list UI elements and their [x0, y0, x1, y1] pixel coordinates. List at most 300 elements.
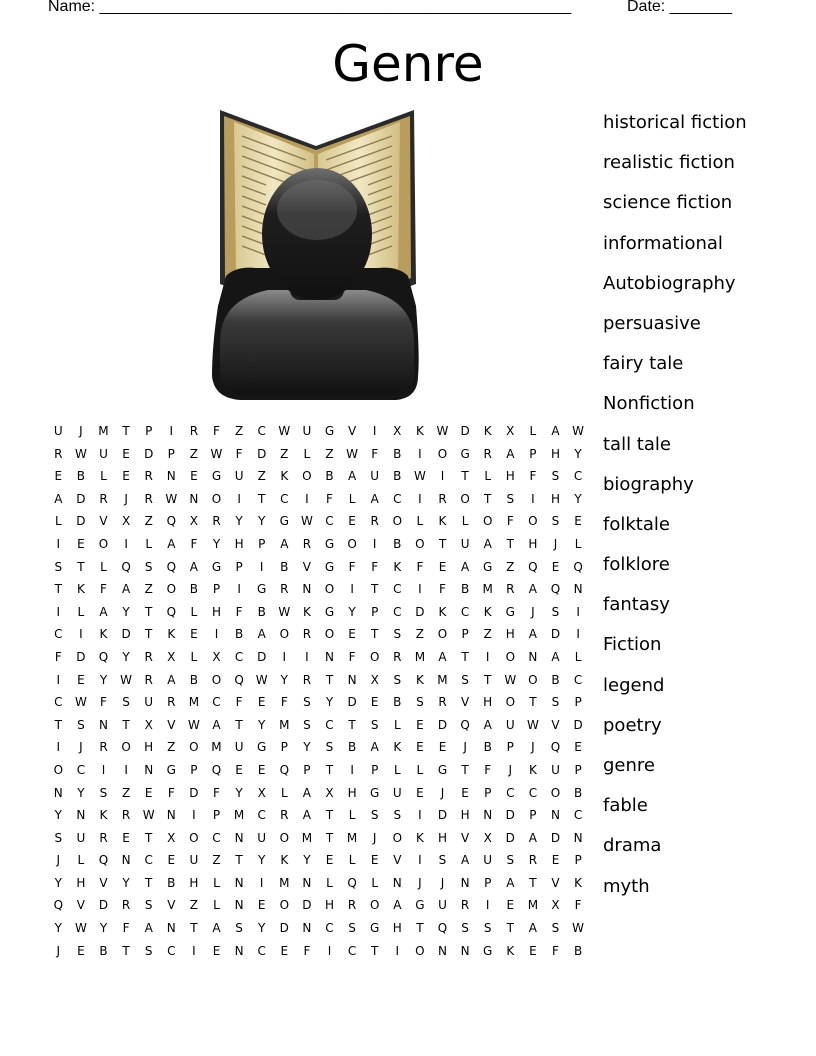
grid-letter[interactable]: Q: [347, 875, 357, 890]
grid-letter[interactable]: N: [573, 582, 583, 597]
grid-letter[interactable]: E: [461, 785, 469, 800]
grid-letter[interactable]: Z: [189, 898, 198, 913]
grid-letter[interactable]: Q: [528, 559, 538, 574]
grid-letter[interactable]: F: [280, 695, 288, 710]
grid-letter[interactable]: D: [505, 830, 515, 845]
grid-letter[interactable]: B: [325, 469, 334, 484]
grid-letter[interactable]: R: [189, 424, 199, 438]
grid-letter[interactable]: N: [528, 649, 538, 664]
grid-letter[interactable]: C: [325, 514, 334, 529]
grid-letter[interactable]: G: [370, 785, 380, 800]
grid-letter[interactable]: R: [280, 808, 289, 823]
grid-letter[interactable]: X: [325, 785, 334, 800]
grid-letter[interactable]: I: [418, 446, 422, 461]
grid-letter[interactable]: N: [460, 875, 470, 890]
grid-letter[interactable]: F: [213, 785, 220, 800]
grid-letter[interactable]: D: [437, 717, 448, 732]
grid-letter[interactable]: O: [392, 514, 403, 529]
grid-letter[interactable]: E: [506, 898, 515, 913]
grid-letter[interactable]: H: [483, 695, 493, 710]
grid-letter[interactable]: Q: [437, 921, 448, 936]
grid-letter[interactable]: N: [573, 830, 583, 845]
grid-letter[interactable]: L: [190, 649, 198, 664]
grid-letter[interactable]: H: [144, 740, 154, 755]
grid-letter[interactable]: D: [302, 898, 312, 913]
grid-letter[interactable]: E: [235, 762, 243, 777]
grid-letter[interactable]: A: [551, 424, 560, 438]
grid-letter[interactable]: W: [278, 424, 291, 438]
grid-letter[interactable]: E: [370, 695, 379, 710]
grid-letter[interactable]: H: [460, 808, 470, 823]
grid-letter[interactable]: S: [54, 830, 63, 845]
grid-letter[interactable]: L: [348, 808, 356, 823]
grid-letter[interactable]: U: [438, 898, 447, 913]
grid-letter[interactable]: K: [99, 808, 108, 823]
grid-letter[interactable]: I: [440, 469, 445, 484]
grid-letter[interactable]: F: [484, 762, 492, 777]
grid-letter[interactable]: S: [303, 695, 311, 710]
grid-letter[interactable]: S: [370, 808, 379, 823]
grid-letter[interactable]: T: [190, 921, 198, 936]
grid-letter[interactable]: A: [528, 627, 537, 642]
grid-letter[interactable]: O: [505, 695, 516, 710]
grid-letter[interactable]: X: [167, 830, 176, 845]
grid-letter[interactable]: A: [212, 921, 221, 936]
grid-letter[interactable]: P: [280, 740, 288, 755]
grid-letter[interactable]: T: [506, 921, 514, 936]
grid-letter[interactable]: N: [302, 582, 312, 597]
grid-letter[interactable]: Y: [258, 853, 266, 868]
grid-letter[interactable]: K: [415, 830, 424, 845]
grid-letter[interactable]: K: [302, 604, 311, 619]
grid-letter[interactable]: I: [124, 762, 128, 777]
grid-letter[interactable]: W: [74, 695, 87, 710]
grid-letter[interactable]: C: [54, 627, 63, 642]
grid-letter[interactable]: T: [348, 717, 356, 732]
grid-letter[interactable]: M: [279, 875, 290, 890]
grid-letter[interactable]: G: [483, 559, 493, 574]
grid-letter[interactable]: Z: [325, 446, 334, 461]
grid-letter[interactable]: J: [79, 740, 83, 755]
grid-letter[interactable]: R: [438, 491, 447, 506]
grid-letter[interactable]: G: [324, 559, 335, 574]
grid-letter[interactable]: B: [76, 469, 85, 484]
grid-letter[interactable]: D: [573, 717, 583, 732]
grid-letter[interactable]: H: [392, 921, 402, 936]
grid-letter[interactable]: I: [237, 491, 241, 506]
grid-letter[interactable]: K: [280, 469, 289, 484]
grid-letter[interactable]: O: [121, 740, 131, 755]
grid-letter[interactable]: U: [99, 446, 108, 461]
grid-letter[interactable]: F: [303, 943, 311, 958]
grid-letter[interactable]: R: [144, 649, 153, 664]
grid-letter[interactable]: N: [121, 853, 131, 868]
grid-letter[interactable]: Z: [167, 740, 176, 755]
grid-letter[interactable]: P: [212, 582, 221, 597]
grid-letter[interactable]: I: [282, 649, 287, 664]
grid-letter[interactable]: L: [213, 898, 220, 913]
grid-letter[interactable]: F: [574, 898, 582, 913]
grid-letter[interactable]: O: [166, 582, 177, 597]
grid-letter[interactable]: F: [235, 446, 243, 461]
grid-letter[interactable]: P: [303, 762, 311, 777]
grid-letter[interactable]: E: [122, 446, 130, 461]
grid-letter[interactable]: D: [144, 446, 154, 461]
grid-letter[interactable]: G: [324, 536, 335, 551]
grid-letter[interactable]: N: [460, 943, 470, 958]
grid-letter[interactable]: Y: [280, 672, 288, 687]
grid-letter[interactable]: P: [484, 875, 492, 890]
grid-letter[interactable]: G: [460, 446, 470, 461]
grid-letter[interactable]: O: [505, 649, 516, 664]
grid-letter[interactable]: E: [348, 627, 356, 642]
grid-letter[interactable]: I: [56, 740, 61, 755]
grid-letter[interactable]: O: [302, 469, 312, 484]
grid-letter[interactable]: R: [99, 740, 108, 755]
grid-letter[interactable]: L: [326, 875, 333, 890]
grid-letter[interactable]: T: [145, 627, 153, 642]
grid-letter[interactable]: T: [235, 853, 243, 868]
grid-letter[interactable]: E: [438, 559, 447, 574]
name-line[interactable]: Name: _____________________________________________________: [48, 0, 572, 15]
grid-letter[interactable]: J: [440, 875, 445, 890]
grid-letter[interactable]: R: [144, 469, 153, 484]
grid-letter[interactable]: W: [120, 672, 133, 687]
grid-letter[interactable]: A: [257, 627, 266, 642]
grid-letter[interactable]: Y: [212, 536, 221, 551]
grid-letter[interactable]: S: [144, 898, 153, 913]
grid-letter[interactable]: K: [76, 582, 85, 597]
grid-letter[interactable]: R: [280, 582, 289, 597]
grid-letter[interactable]: S: [461, 921, 469, 936]
grid-letter[interactable]: L: [574, 536, 582, 551]
grid-letter[interactable]: C: [528, 785, 538, 800]
grid-letter[interactable]: E: [77, 943, 85, 958]
grid-letter[interactable]: D: [550, 830, 561, 845]
grid-letter[interactable]: D: [189, 785, 199, 800]
grid-letter[interactable]: C: [573, 808, 583, 823]
grid-letter[interactable]: M: [211, 740, 222, 755]
grid-letter[interactable]: N: [302, 921, 312, 936]
grid-letter[interactable]: S: [54, 559, 63, 574]
grid-letter[interactable]: X: [393, 424, 402, 438]
grid-letter[interactable]: K: [393, 740, 402, 755]
grid-letter[interactable]: U: [189, 853, 199, 868]
grid-letter[interactable]: Q: [166, 604, 177, 619]
grid-letter[interactable]: O: [550, 785, 561, 800]
grid-letter[interactable]: E: [574, 740, 582, 755]
grid-letter[interactable]: Y: [54, 875, 62, 890]
grid-letter[interactable]: V: [167, 898, 176, 913]
grid-letter[interactable]: B: [483, 740, 492, 755]
grid-letter[interactable]: F: [100, 695, 107, 710]
grid-letter[interactable]: J: [440, 785, 445, 800]
grid-letter[interactable]: I: [485, 649, 490, 664]
grid-letter[interactable]: A: [528, 830, 537, 845]
grid-letter[interactable]: S: [506, 853, 515, 868]
grid-letter[interactable]: F: [235, 695, 243, 710]
grid-letter[interactable]: O: [189, 740, 199, 755]
grid-letter[interactable]: R: [144, 672, 153, 687]
grid-letter[interactable]: G: [437, 762, 448, 777]
grid-letter[interactable]: J: [531, 740, 535, 755]
grid-letter[interactable]: I: [192, 808, 196, 823]
grid-letter[interactable]: R: [460, 898, 470, 913]
grid-letter[interactable]: C: [325, 921, 334, 936]
grid-letter[interactable]: M: [279, 717, 290, 732]
grid-letter[interactable]: V: [551, 875, 560, 890]
grid-letter[interactable]: R: [438, 695, 447, 710]
grid-letter[interactable]: W: [526, 717, 539, 732]
grid-letter[interactable]: Y: [574, 446, 582, 461]
grid-letter[interactable]: U: [53, 424, 63, 438]
grid-letter[interactable]: E: [416, 785, 424, 800]
grid-letter[interactable]: C: [257, 424, 266, 438]
grid-letter[interactable]: A: [302, 808, 311, 823]
grid-letter[interactable]: B: [280, 559, 289, 574]
grid-letter[interactable]: Y: [122, 649, 130, 664]
grid-letter[interactable]: W: [504, 672, 517, 687]
grid-letter[interactable]: M: [414, 649, 426, 664]
grid-letter[interactable]: Q: [166, 514, 177, 529]
grid-letter[interactable]: N: [347, 672, 357, 687]
grid-letter[interactable]: E: [167, 853, 176, 868]
grid-letter[interactable]: P: [167, 446, 175, 461]
grid-letter[interactable]: C: [325, 717, 334, 732]
grid-letter[interactable]: T: [54, 717, 62, 732]
grid-letter[interactable]: C: [54, 695, 63, 710]
grid-letter[interactable]: H: [234, 536, 244, 551]
grid-letter[interactable]: C: [506, 785, 515, 800]
grid-letter[interactable]: A: [438, 649, 447, 664]
grid-letter[interactable]: B: [393, 695, 402, 710]
grid-letter[interactable]: Z: [212, 853, 221, 868]
grid-letter[interactable]: W: [572, 424, 585, 438]
grid-letter[interactable]: E: [257, 695, 266, 710]
grid-letter[interactable]: U: [257, 830, 267, 845]
grid-letter[interactable]: V: [99, 514, 108, 529]
grid-letter[interactable]: B: [347, 740, 357, 755]
grid-letter[interactable]: P: [235, 559, 243, 574]
grid-letter[interactable]: W: [165, 491, 178, 506]
grid-letter[interactable]: A: [528, 582, 537, 597]
grid-letter[interactable]: I: [372, 424, 377, 438]
grid-letter[interactable]: P: [574, 853, 582, 868]
grid-letter[interactable]: O: [279, 627, 290, 642]
grid-letter[interactable]: T: [77, 559, 85, 574]
grid-letter[interactable]: O: [392, 830, 403, 845]
grid-letter[interactable]: G: [415, 898, 425, 913]
grid-letter[interactable]: E: [77, 536, 85, 551]
grid-letter[interactable]: P: [484, 785, 492, 800]
grid-letter[interactable]: A: [551, 649, 560, 664]
grid-letter[interactable]: A: [144, 921, 153, 936]
grid-letter[interactable]: E: [190, 469, 198, 484]
grid-letter[interactable]: N: [234, 898, 244, 913]
grid-letter[interactable]: X: [144, 717, 153, 732]
grid-letter[interactable]: J: [372, 830, 377, 845]
grid-letter[interactable]: V: [347, 424, 357, 438]
grid-letter[interactable]: X: [212, 649, 221, 664]
grid-letter[interactable]: X: [483, 830, 492, 845]
grid-letter[interactable]: D: [257, 649, 267, 664]
grid-letter[interactable]: N: [189, 491, 199, 506]
grid-letter[interactable]: F: [54, 649, 62, 664]
grid-letter[interactable]: I: [350, 582, 354, 597]
grid-letter[interactable]: D: [257, 446, 267, 461]
grid-letter[interactable]: C: [144, 853, 153, 868]
grid-letter[interactable]: H: [211, 604, 221, 619]
grid-letter[interactable]: K: [483, 424, 492, 438]
grid-letter[interactable]: C: [212, 830, 221, 845]
grid-letter[interactable]: L: [77, 853, 85, 868]
grid-letter[interactable]: N: [392, 875, 402, 890]
grid-letter[interactable]: Y: [574, 491, 582, 506]
grid-letter[interactable]: V: [551, 717, 560, 732]
grid-letter[interactable]: X: [189, 514, 198, 529]
grid-letter[interactable]: P: [506, 740, 514, 755]
grid-letter[interactable]: Y: [258, 921, 266, 936]
grid-letter[interactable]: R: [347, 898, 357, 913]
grid-letter[interactable]: F: [416, 559, 424, 574]
grid-letter[interactable]: A: [189, 559, 198, 574]
grid-letter[interactable]: F: [371, 559, 379, 574]
grid-letter[interactable]: E: [551, 559, 560, 574]
grid-letter[interactable]: Q: [53, 898, 64, 913]
grid-letter[interactable]: L: [529, 424, 537, 438]
grid-letter[interactable]: S: [325, 740, 334, 755]
grid-letter[interactable]: K: [574, 875, 583, 890]
grid-letter[interactable]: T: [484, 672, 492, 687]
grid-letter[interactable]: V: [167, 717, 176, 732]
grid-letter[interactable]: B: [551, 672, 560, 687]
grid-letter[interactable]: U: [505, 717, 515, 732]
grid-letter[interactable]: O: [369, 898, 380, 913]
grid-letter[interactable]: R: [144, 491, 153, 506]
grid-letter[interactable]: R: [302, 627, 312, 642]
grid-letter[interactable]: R: [99, 491, 108, 506]
grid-letter[interactable]: L: [348, 491, 356, 506]
grid-letter[interactable]: B: [167, 875, 176, 890]
grid-letter[interactable]: Y: [258, 717, 266, 732]
grid-letter[interactable]: I: [485, 898, 490, 913]
grid-letter[interactable]: X: [121, 514, 131, 529]
grid-letter[interactable]: J: [531, 604, 535, 619]
grid-letter[interactable]: R: [212, 514, 221, 529]
grid-letter[interactable]: Y: [235, 785, 243, 800]
grid-letter[interactable]: T: [529, 875, 537, 890]
grid-letter[interactable]: I: [305, 491, 309, 506]
grid-letter[interactable]: G: [211, 559, 222, 574]
grid-letter[interactable]: H: [324, 898, 334, 913]
grid-letter[interactable]: Y: [54, 808, 62, 823]
grid-letter[interactable]: S: [551, 695, 560, 710]
grid-letter[interactable]: F: [167, 785, 175, 800]
grid-letter[interactable]: F: [439, 582, 446, 597]
grid-letter[interactable]: V: [460, 830, 470, 845]
grid-letter[interactable]: Y: [348, 604, 356, 619]
grid-letter[interactable]: J: [508, 762, 513, 777]
grid-letter[interactable]: W: [436, 424, 449, 438]
grid-letter[interactable]: F: [235, 604, 243, 619]
grid-letter[interactable]: X: [167, 649, 176, 664]
grid-letter[interactable]: T: [145, 830, 153, 845]
grid-letter[interactable]: R: [121, 898, 131, 913]
grid-letter[interactable]: E: [416, 740, 424, 755]
grid-letter[interactable]: C: [393, 582, 402, 597]
grid-letter[interactable]: T: [438, 536, 447, 551]
grid-letter[interactable]: E: [280, 943, 289, 958]
grid-letter[interactable]: F: [190, 536, 198, 551]
grid-letter[interactable]: A: [483, 536, 492, 551]
grid-letter[interactable]: Q: [279, 762, 290, 777]
grid-letter[interactable]: Q: [550, 582, 561, 597]
grid-letter[interactable]: D: [98, 898, 109, 913]
grid-letter[interactable]: A: [280, 536, 289, 551]
grid-letter[interactable]: O: [98, 536, 109, 551]
grid-letter[interactable]: S: [483, 921, 492, 936]
grid-letter[interactable]: O: [460, 491, 470, 506]
grid-letter[interactable]: K: [506, 943, 515, 958]
grid-letter[interactable]: D: [121, 627, 131, 642]
grid-letter[interactable]: K: [528, 762, 537, 777]
grid-letter[interactable]: I: [372, 536, 377, 551]
grid-letter[interactable]: Q: [166, 559, 177, 574]
grid-letter[interactable]: Z: [189, 446, 198, 461]
grid-letter[interactable]: U: [234, 469, 244, 484]
grid-letter[interactable]: M: [301, 830, 313, 845]
grid-letter[interactable]: B: [573, 785, 583, 800]
grid-letter[interactable]: R: [99, 830, 108, 845]
grid-letter[interactable]: I: [327, 943, 332, 958]
grid-letter[interactable]: H: [550, 446, 560, 461]
grid-letter[interactable]: O: [528, 514, 538, 529]
grid-letter[interactable]: P: [461, 627, 469, 642]
grid-letter[interactable]: I: [305, 649, 309, 664]
grid-letter[interactable]: I: [418, 853, 422, 868]
grid-letter[interactable]: I: [79, 627, 83, 642]
grid-letter[interactable]: P: [212, 808, 221, 823]
grid-letter[interactable]: B: [393, 469, 402, 484]
grid-letter[interactable]: C: [573, 469, 583, 484]
grid-letter[interactable]: I: [101, 762, 106, 777]
word-search-grid[interactable]: [47, 420, 587, 962]
grid-letter[interactable]: V: [99, 875, 108, 890]
grid-letter[interactable]: F: [348, 559, 356, 574]
grid-letter[interactable]: G: [324, 604, 335, 619]
grid-letter[interactable]: L: [303, 446, 311, 461]
grid-letter[interactable]: E: [122, 469, 130, 484]
grid-letter[interactable]: E: [257, 898, 266, 913]
grid-letter[interactable]: G: [257, 582, 267, 597]
grid-letter[interactable]: Y: [77, 785, 85, 800]
grid-letter[interactable]: L: [416, 514, 424, 529]
grid-letter[interactable]: Y: [325, 695, 334, 710]
grid-letter[interactable]: X: [551, 898, 560, 913]
grid-letter[interactable]: N: [324, 649, 334, 664]
grid-letter[interactable]: L: [416, 762, 424, 777]
grid-letter[interactable]: L: [393, 762, 401, 777]
grid-letter[interactable]: K: [438, 514, 447, 529]
grid-letter[interactable]: R: [302, 672, 312, 687]
grid-letter[interactable]: T: [258, 491, 266, 506]
grid-letter[interactable]: D: [505, 808, 515, 823]
grid-letter[interactable]: T: [235, 717, 243, 732]
grid-letter[interactable]: I: [56, 672, 61, 687]
grid-letter[interactable]: N: [302, 875, 312, 890]
grid-letter[interactable]: Z: [234, 424, 244, 438]
grid-letter[interactable]: K: [415, 672, 424, 687]
